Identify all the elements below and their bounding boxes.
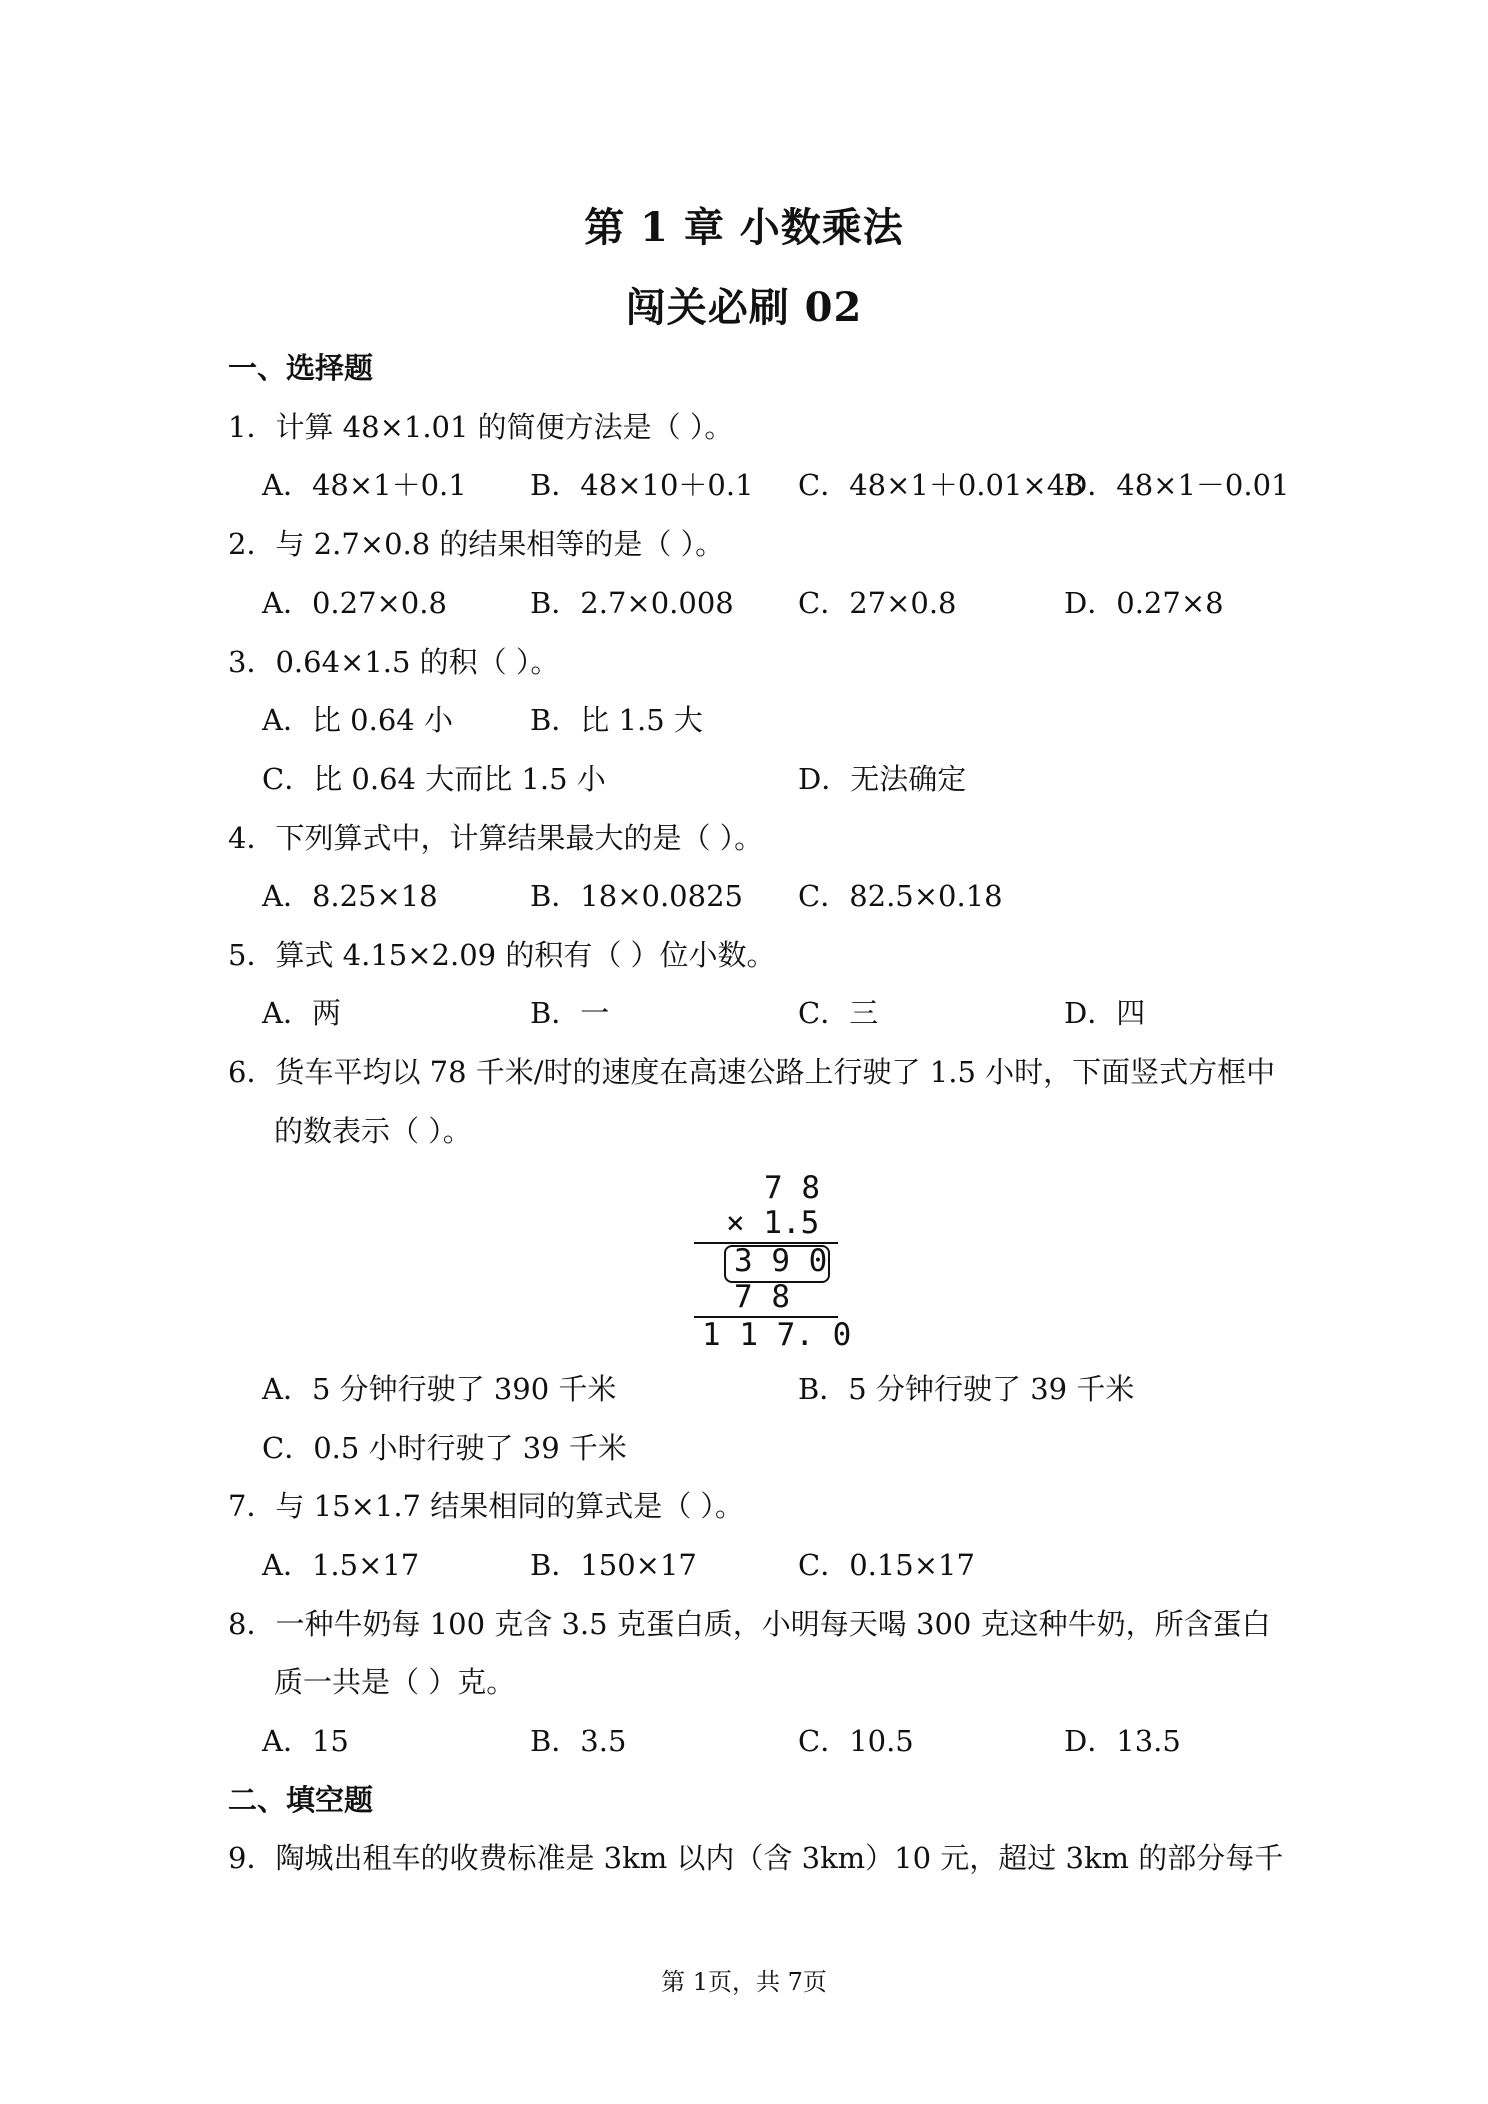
question-7-option-b: B．150×17: [530, 1548, 697, 1582]
question-6-option-a: A．5 分钟行驶了 390 千米: [262, 1372, 617, 1406]
question-8-option-b: B．3.5: [530, 1724, 627, 1758]
question-4-option-b: B．18×0.0825: [530, 879, 743, 913]
question-5-option-d: D．四: [1064, 996, 1146, 1030]
section-heading-choice: 一、选择题: [228, 351, 374, 385]
question-8-option-a: A．15: [262, 1724, 349, 1758]
question-4-stem: 4．下列算式中，计算结果最大的是（ ）。: [228, 821, 764, 855]
question-4-option-a: A．8.25×18: [262, 879, 438, 913]
question-7-stem: 7．与 15×1.7 结果相同的算式是（ ）。: [228, 1489, 744, 1523]
question-5-option-c: C．三: [798, 996, 879, 1030]
question-1-option-d: D．48×1－0.01: [1064, 468, 1290, 502]
question-5-option-a: A．两: [262, 996, 341, 1030]
question-3-stem: 3．0.64×1.5 的积（ ）。: [228, 645, 560, 679]
question-3-option-c: C．比 0.64 大而比 1.5 小: [262, 762, 606, 796]
question-6-stem-continued: 的数表示（ ）。: [274, 1114, 472, 1148]
question-6-stem: 6．货车平均以 78 千米/时的速度在高速公路上行驶了 1.5 小时，下面竖式方框中: [228, 1055, 1276, 1089]
question-8-stem-continued: 质一共是（ ）克。: [274, 1665, 516, 1699]
calc-partial-product-1: 3 9 0: [734, 1243, 828, 1279]
question-3-option-a: A．比 0.64 小: [262, 703, 453, 737]
question-8-option-d: D．13.5: [1064, 1724, 1181, 1758]
calc-multiplier: × 1.5: [726, 1205, 820, 1241]
calc-multiplicand: 7 8: [764, 1170, 820, 1206]
calc-partial-product-2: 7 8: [734, 1279, 790, 1315]
question-3-option-b: B．比 1.5 大: [530, 703, 703, 737]
question-1-option-c: C．48×1＋0.01×48: [798, 468, 1084, 502]
question-1-stem: 1．计算 48×1.01 的简便方法是（ ）。: [228, 410, 734, 444]
question-4-option-c: C．82.5×0.18: [798, 879, 1003, 913]
section-heading-fill: 二、填空题: [228, 1783, 374, 1817]
question-3-option-d: D．无法确定: [798, 762, 967, 796]
question-5-option-b: B．一: [530, 996, 610, 1030]
question-2-option-d: D．0.27×8: [1064, 586, 1224, 620]
question-9-stem: 9．陶城出租车的收费标准是 3km 以内（含 3km）10 元，超过 3km 的部分每千: [228, 1841, 1284, 1875]
page-footer: 第 1页，共 7页: [661, 1968, 827, 1996]
question-1-option-a: A．48×1＋0.1: [262, 468, 467, 502]
question-2-stem: 2．与 2.7×0.8 的结果相等的是（ ）。: [228, 527, 725, 561]
question-7-option-a: A．1.5×17: [262, 1548, 420, 1582]
question-7-option-c: C．0.15×17: [798, 1548, 975, 1582]
question-2-option-b: B．2.7×0.008: [530, 586, 734, 620]
question-2-option-c: C．27×0.8: [798, 586, 957, 620]
page-title: 第 1 章 小数乘法: [584, 204, 904, 251]
question-5-stem: 5．算式 4.15×2.09 的积有（ ）位小数。: [228, 938, 776, 972]
question-8-stem: 8．一种牛奶每 100 克含 3.5 克蛋白质，小明每天喝 300 克这种牛奶，所含蛋白: [228, 1607, 1271, 1641]
question-2-option-a: A．0.27×0.8: [262, 586, 447, 620]
question-8-option-c: C．10.5: [798, 1724, 914, 1758]
question-6-option-b: B．5 分钟行驶了 39 千米: [798, 1372, 1135, 1406]
page-subtitle: 闯关必刷 02: [625, 284, 863, 331]
calc-product: 1 1 7. 0: [702, 1317, 852, 1353]
question-6-option-c: C．0.5 小时行驶了 39 千米: [262, 1431, 627, 1465]
question-1-option-b: B．48×10＋0.1: [530, 468, 754, 502]
